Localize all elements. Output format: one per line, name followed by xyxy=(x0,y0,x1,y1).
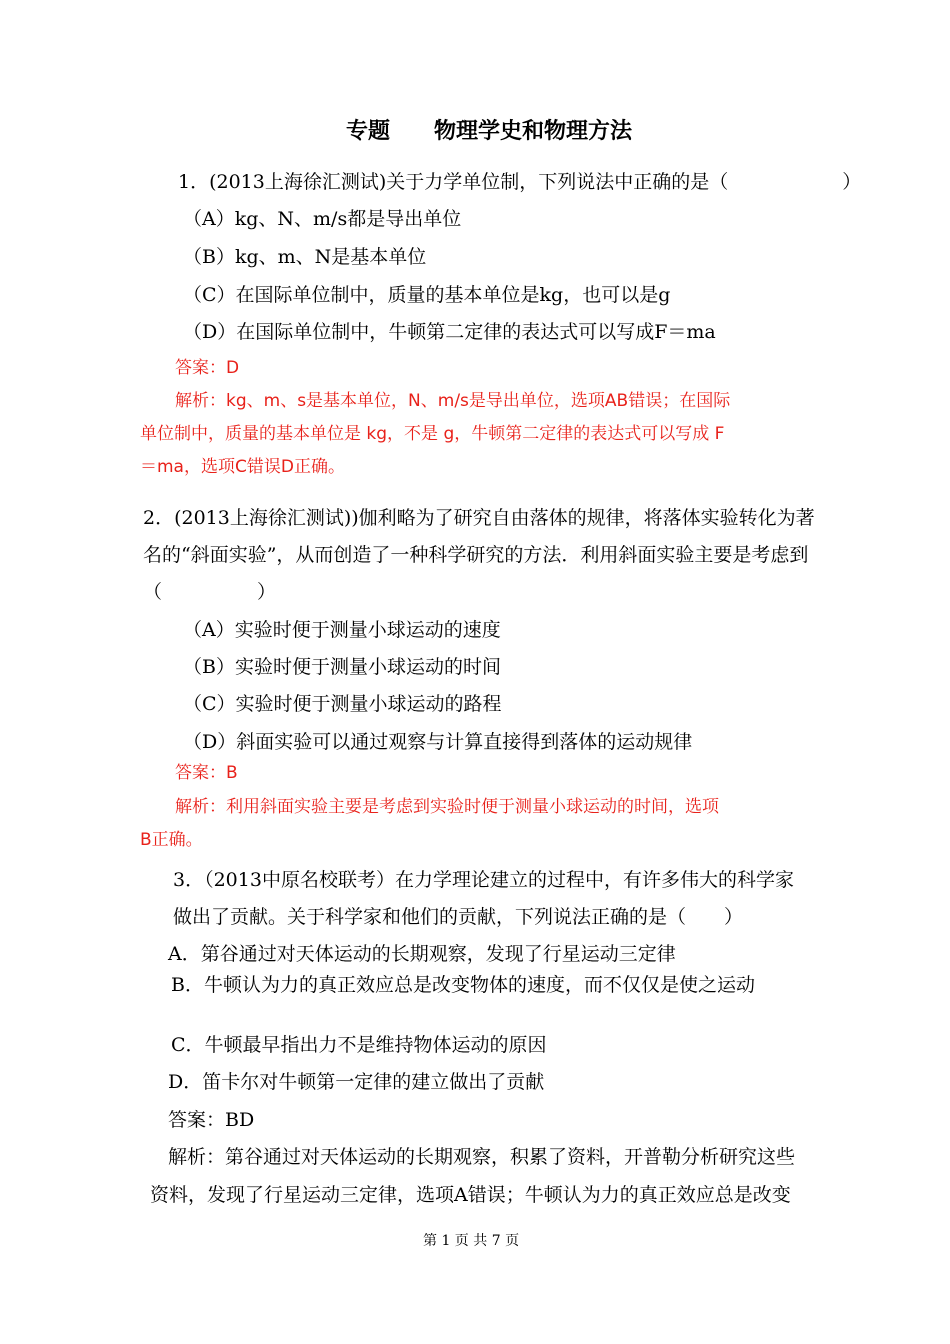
q2-answer: 答案：B xyxy=(175,763,238,783)
q3-stem-line: 3．（2013中原名校联考）在力学理论建立的过程中，有许多伟大的科学家 xyxy=(173,869,794,891)
q2-stem-line: 2．(2013上海徐汇测试))伽利略为了研究自由落体的规律，将落体实验转化为著 xyxy=(143,507,815,529)
q3-answer: 答案：BD xyxy=(168,1109,255,1131)
q2-analysis-line: 解析：利用斜面实验主要是考虑到实验时便于测量小球运动的时间，选项 xyxy=(175,797,719,817)
page-footer: 第 1 页 共 7 页 xyxy=(423,1233,520,1249)
q3-option-a: A．第谷通过对天体运动的长期观察，发现了行星运动三定律 xyxy=(168,943,676,965)
q1-answer: 答案：D xyxy=(175,358,240,378)
q2-option-b: （B）实验时便于测量小球运动的时间 xyxy=(183,656,501,678)
q1-analysis-line: ＝ma，选项C错误D正确。 xyxy=(140,457,345,477)
q3-option-d: D．笛卡尔对牛顿第一定律的建立做出了贡献 xyxy=(168,1071,545,1093)
q3-option-b: B．牛顿认为力的真正效应总是改变物体的速度，而不仅仅是使之运动 xyxy=(171,974,755,996)
page-title: 专题 物理学史和物理方法 xyxy=(346,119,633,144)
q2-stem-line: （ ） xyxy=(143,581,277,603)
q1-stem: 1．(2013上海徐汇测试)关于力学单位制，下列说法中正确的是（ ） xyxy=(178,171,862,193)
q1-analysis-line: 解析：kg、m、s是基本单位，N、m/s是导出单位，选项AB错误；在国际 xyxy=(175,391,731,411)
q1-option-a: （A）kg、N、m/s都是导出单位 xyxy=(183,208,462,230)
q2-option-c: （C）实验时便于测量小球运动的路程 xyxy=(183,693,502,715)
q1-option-b: （B）kg、m、N是基本单位 xyxy=(183,246,427,268)
q1-analysis-line: 单位制中，质量的基本单位是 kg，不是 g，牛顿第二定律的表达式可以写成 F xyxy=(140,424,725,444)
q3-analysis-line: 资料，发现了行星运动三定律，选项A错误；牛顿认为力的真正效应总是改变 xyxy=(150,1184,791,1206)
q3-analysis-line: 解析：第谷通过对天体运动的长期观察，积累了资料，开普勒分析研究这些 xyxy=(168,1146,796,1168)
q3-option-c: C．牛顿最早指出力不是维持物体运动的原因 xyxy=(171,1034,547,1056)
q1-option-c: （C）在国际单位制中，质量的基本单位是kg，也可以是g xyxy=(183,284,671,306)
q2-option-a: （A）实验时便于测量小球运动的速度 xyxy=(183,619,501,641)
q2-stem-line: 名的“斜面实验”，从而创造了一种科学研究的方法．利用斜面实验主要是考虑到 xyxy=(143,544,809,566)
q1-option-d: （D）在国际单位制中，牛顿第二定律的表达式可以写成F＝ma xyxy=(183,321,716,343)
q3-stem-line: 做出了贡献。关于科学家和他们的贡献，下列说法正确的是（ ） xyxy=(173,906,744,928)
q2-option-d: （D）斜面实验可以通过观察与计算直接得到落体的运动规律 xyxy=(183,731,693,753)
q2-analysis-line: B正确。 xyxy=(140,830,203,850)
